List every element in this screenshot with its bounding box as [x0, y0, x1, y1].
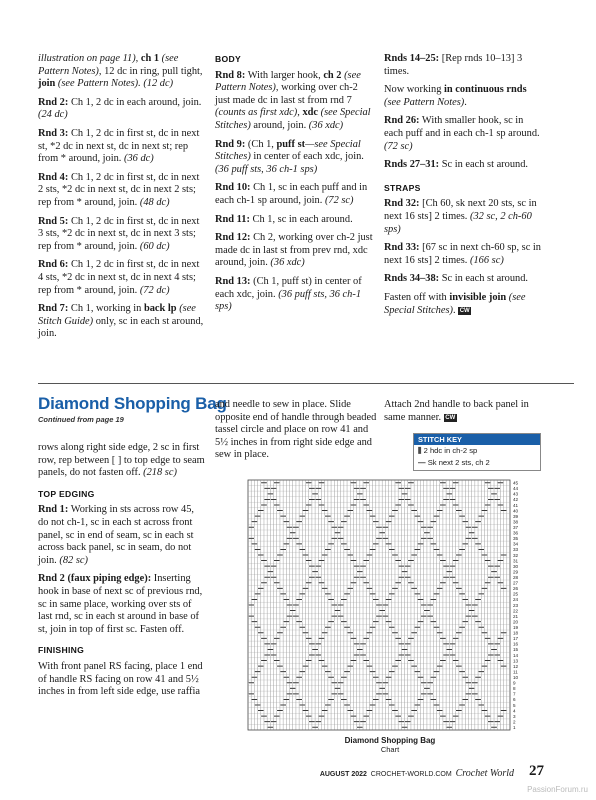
chart-row-label: 6	[513, 697, 516, 703]
rounds-34-38	[384, 273, 544, 286]
chart-row-label: 37	[513, 525, 519, 531]
chart-title: Diamond Shopping Bag	[344, 736, 436, 745]
round-33	[384, 242, 544, 267]
round-text: Ch 1, 2 dc in each around, join.	[70, 96, 202, 108]
round-text: Sc in each st around.	[439, 159, 529, 171]
round-text: [Rep rnds 10–13] 3 times.	[384, 53, 523, 77]
chart-row-label: 17	[513, 636, 519, 642]
round-count: (48 dc)	[139, 196, 170, 208]
chart-row-label: 19	[513, 625, 519, 631]
chart-row-label: 32	[513, 552, 519, 558]
round-label: Rnd 26:	[384, 115, 420, 127]
chart-row-label: 27	[513, 580, 519, 586]
chart-row-label: 36	[513, 530, 519, 536]
fasten-off	[384, 292, 544, 317]
round-text: [67 sc in next ch-60 sp, sc in next 16 sts] 2 times.	[384, 242, 542, 266]
chart-row-label: 35	[513, 536, 519, 542]
note-text-italic: (see Pattern Notes)	[384, 96, 465, 108]
edging-round-2	[38, 573, 206, 636]
chart-svg	[240, 478, 530, 734]
article-title: Diamond Shopping Bag	[38, 394, 227, 413]
round-text: Ch 1, 2 dc in first st, dc in next st, *2 dc in next st, dc in next st; rep from * around, join.	[38, 127, 200, 165]
para-text: Attach 2nd handle to back panel in same manner.	[384, 399, 529, 423]
round-label: Rnds 34–38:	[384, 273, 440, 285]
chart-row-label: 18	[513, 630, 519, 636]
round-count: (36 xdc)	[270, 257, 305, 269]
round-count: (82 sc)	[59, 554, 88, 566]
cw-end-mark-icon: CW	[445, 414, 456, 421]
round-text-italic: (see Stitch Guide)	[38, 303, 196, 327]
chart-row-label: 10	[513, 675, 519, 681]
round-text-italic: (see Pattern Notes)	[215, 69, 361, 94]
chart-row-label: 15	[513, 647, 519, 653]
round-text: Ch 1, 2 dc in first st, dc in next 4 sts, *2 dc in next st, dc in next 4 sts; rep from * around, join.	[38, 259, 200, 296]
round-count: (36 xdc)	[308, 119, 344, 131]
column-1	[38, 53, 206, 347]
round-text: Inserting hook in base of next sc of previous rnd, sc in same place, working over sts of last rnd, sc in each st around in base of st, join in top of first sc. Fasten off.	[38, 573, 203, 635]
chart-row-label: 30	[513, 563, 519, 569]
round-text: [Ch 60, sk next 20 sts, sc in next 16 sts] 2 times.	[384, 198, 537, 222]
fasten-text-italic: (see Special Stitches)	[384, 291, 526, 316]
round-label: Rnd 2:	[38, 96, 69, 108]
intro-text-f: (see Pattern Notes).	[55, 78, 144, 90]
note-text-bold: in continuous rnds	[444, 84, 527, 96]
chart-row-label: 4	[513, 708, 516, 714]
round-text: Ch 1, sc in each around.	[249, 213, 353, 225]
footer-info	[320, 768, 514, 779]
round-label: Rnd 2 (faux piping edge):	[38, 573, 152, 585]
round-label: Rnd 7:	[38, 303, 69, 315]
chart-row-label: 44	[513, 486, 519, 492]
attach-handle-paragraph	[384, 399, 544, 424]
chart-row-label: 11	[513, 669, 518, 675]
round-text: (Ch 1,	[245, 138, 277, 150]
round-12	[215, 232, 375, 270]
stitch-key-row-2	[414, 457, 540, 469]
round-label: Rnd 8:	[215, 69, 246, 81]
sew-handle-paragraph: and needle to sew in place. Slide opposite end of handle through beaded tassel circle and place on row 41 and 5½ inches in from right side edge and sew in place.	[215, 399, 377, 461]
chart-row-label: 13	[513, 658, 519, 664]
round-label: Rnd 5:	[38, 215, 69, 227]
chart-row-label: 42	[513, 497, 519, 503]
chart-row-label: 7	[513, 691, 516, 697]
round-count: (36 puff sts, 36 ch-1 sps)	[215, 163, 318, 175]
chart-row-label: 21	[513, 613, 519, 619]
chart-row-label: 28	[513, 575, 519, 581]
section2-column-3	[384, 399, 544, 430]
round-4	[38, 172, 206, 210]
chain-symbol-icon: —	[418, 458, 426, 467]
round-text: around, join.	[250, 119, 309, 131]
intro-text-d: , 12 dc in ring, pull tight,	[98, 65, 203, 77]
round-13	[215, 276, 375, 314]
page-number: 27	[529, 763, 544, 779]
chart-row-label: 16	[513, 641, 519, 647]
round-11	[215, 214, 375, 227]
chart-row-label: 41	[513, 502, 519, 508]
chart-row-label: 29	[513, 569, 519, 575]
round-label: Rnd 11:	[215, 213, 250, 225]
chart-row-label: 8	[513, 686, 516, 692]
chart-row-label: 43	[513, 491, 519, 497]
round-label: Rnd 33:	[384, 242, 420, 254]
chart-row-label: 38	[513, 519, 519, 525]
intro-text-a: illustration on page 11),	[38, 53, 141, 64]
section2-column-1	[38, 442, 206, 705]
round-text: (Ch 1, puff st) in center of each xdc, join.	[215, 275, 362, 300]
round-count: (72 sc)	[324, 194, 354, 206]
round-label: Rnd 4:	[38, 171, 69, 183]
finishing-paragraph: With front panel RS facing, place 1 end of handle RS facing on row 41 and 5½ inches in from left side edge, use raffia	[38, 660, 203, 698]
round-5	[38, 216, 206, 254]
chart-row-label: 24	[513, 597, 519, 603]
footer-site: CROCHET-WORLD.COM	[370, 771, 452, 778]
fasten-text: Fasten off with	[384, 291, 450, 303]
round-label: Rnd 6:	[38, 259, 69, 271]
chart-row-label: 34	[513, 541, 519, 547]
round-text-bold: puff st	[276, 138, 306, 150]
stitch-key-row-1	[414, 445, 540, 457]
chart-row-label: 14	[513, 652, 519, 658]
seam-paragraph	[38, 442, 206, 480]
intro-text-c: (see Pattern Notes)	[38, 53, 179, 77]
round-count: (72 dc)	[139, 284, 170, 296]
round-text: Working in sts across row 45, do not ch-1, sc in each st across front panel, sc in end of seam, sc in each st across back panel, sc in seam, do not join.	[38, 504, 194, 566]
round-label: Rnd 12:	[215, 232, 251, 244]
round-text-italic: —see Special Stitches)	[215, 138, 361, 163]
rounds-27-31	[384, 159, 544, 172]
stitch-key-title: STITCH KEY	[414, 434, 540, 445]
round-text: Ch 1, 2 dc in first st, dc in next 3 sts, *2 dc in next st, dc in next 3 sts; rep from * around, join.	[38, 215, 200, 252]
chart-row-label: 26	[513, 586, 519, 592]
chart-row-label: 20	[513, 619, 519, 625]
chart-row-label: 25	[513, 591, 519, 597]
section-divider	[38, 383, 574, 384]
stitch-key-label: Sk next 2 sts, ch 2	[427, 458, 490, 467]
fasten-text-bold: invisible join	[449, 291, 507, 303]
chart-row-label: 3	[513, 713, 516, 719]
round-text-bold: ch 2	[323, 69, 342, 81]
round-32	[384, 198, 544, 236]
round-count: (166 sc)	[470, 254, 504, 266]
round-count: (36 dc)	[124, 153, 154, 165]
round-label: Rnds 14–25:	[384, 53, 440, 64]
chart-row-label: 2	[513, 719, 516, 725]
watermark: PassionForum.ru	[527, 785, 588, 794]
stitch-key-label: 2 hdc in ch-2 sp	[423, 446, 478, 455]
straps-heading: STRAPS	[384, 182, 421, 193]
round-text: Ch 1, sc in each puff and in each ch-1 sp around, join.	[215, 182, 368, 206]
intro-count: (12 dc)	[143, 78, 174, 90]
fasten-text: .	[452, 304, 456, 316]
round-count: (36 puff sts, 36 ch-1 sps)	[215, 288, 362, 313]
round-text-bold: xdc	[302, 107, 319, 119]
note-text: .	[464, 96, 467, 108]
stitch-key	[413, 433, 541, 471]
chart-row-label: 9	[513, 680, 516, 686]
round-count: (32 sc, 2 ch-60 sps)	[384, 210, 532, 235]
round-6	[38, 259, 206, 297]
intro-text-b: ch 1	[140, 53, 160, 64]
round-count: (24 dc)	[38, 109, 68, 121]
para-text: rows along right side edge, 2 sc in first row, rep between [ ] to top edge to seam panels, do not fasten off.	[38, 442, 205, 479]
chart-row-label: 22	[513, 608, 519, 614]
round-text: Ch 1, 2 dc in first st, dc in next 2 sts, *2 dc in next st, dc in next 2 sts; rep from * around, join.	[38, 171, 200, 208]
round-text: in center of each xdc, join.	[250, 151, 364, 163]
intro-text-e: join	[38, 78, 56, 90]
round-label: Rnd 1:	[38, 504, 69, 516]
round-2	[38, 97, 206, 122]
round-text: only, sc in each st around, join.	[38, 315, 204, 340]
chart-row-label: 33	[513, 547, 519, 553]
cw-end-mark-icon: CW	[459, 307, 470, 314]
round-label: Rnd 32:	[384, 198, 420, 210]
chart-row-label: 1	[513, 725, 516, 731]
round-text: With smaller hook, sc in each puff and in each ch-1 sp around.	[384, 115, 540, 139]
chart-row-label: 12	[513, 663, 519, 669]
body-heading: BODY	[215, 54, 242, 64]
round-text: Ch 2, working over ch-2 just made dc in last st from prev rnd, xdc around, join.	[215, 232, 373, 269]
chart-row-label: 40	[513, 508, 519, 514]
round-3	[38, 128, 206, 166]
chart-row-label: 31	[513, 558, 519, 564]
round-count: (60 dc)	[139, 240, 170, 252]
column-2	[215, 53, 375, 320]
round-label: Rnd 10:	[215, 182, 251, 194]
round-text: Ch 1, working in	[68, 303, 144, 315]
round-26	[384, 115, 544, 153]
round-9	[215, 139, 375, 177]
round-text: Sc in each st around.	[439, 273, 529, 285]
round-10	[215, 182, 375, 207]
section2-column-2	[215, 399, 377, 468]
finishing-heading: FINISHING	[38, 645, 85, 656]
chart-row-label: 45	[513, 480, 519, 486]
chart-row-label: 39	[513, 513, 519, 519]
round-count: (72 sc)	[384, 140, 413, 152]
round-7	[38, 303, 206, 341]
round-text: ,	[297, 107, 303, 119]
intro-paragraph	[38, 53, 206, 91]
rounds-14-25	[384, 53, 544, 78]
continuous-note	[384, 84, 544, 109]
round-label: Rnd 9:	[215, 138, 246, 150]
hdc-symbol-icon: ⫼	[418, 446, 422, 455]
round-text-bold: back lp	[143, 303, 177, 315]
round-label: Rnds 27–31:	[384, 159, 440, 171]
footer-issue: AUGUST 2022	[319, 771, 367, 778]
round-text-italic: (see Special Stitches)	[215, 107, 371, 131]
round-text-italic: (counts as first xdc)	[215, 107, 298, 119]
top-edging-heading: TOP EDGING	[38, 488, 95, 499]
round-label: Rnd 3:	[38, 127, 69, 139]
round-8	[215, 70, 375, 133]
note-text: Now working	[384, 84, 445, 96]
continued-note: Continued from page 19	[38, 415, 124, 424]
chart-subtitle: Chart	[380, 745, 400, 754]
footer-magazine: Crochet World	[455, 768, 514, 779]
column-3	[384, 53, 544, 323]
edging-round-1	[38, 504, 206, 567]
round-text: , working over ch-2 just made dc in last st from rnd 7	[215, 82, 358, 106]
round-text: With larger hook,	[245, 69, 324, 81]
stitch-chart	[240, 478, 530, 739]
round-label: Rnd 13:	[215, 275, 251, 287]
chart-row-label: 23	[513, 602, 519, 608]
para-count: (218 sc)	[143, 467, 177, 479]
chart-row-label: 5	[513, 702, 516, 708]
